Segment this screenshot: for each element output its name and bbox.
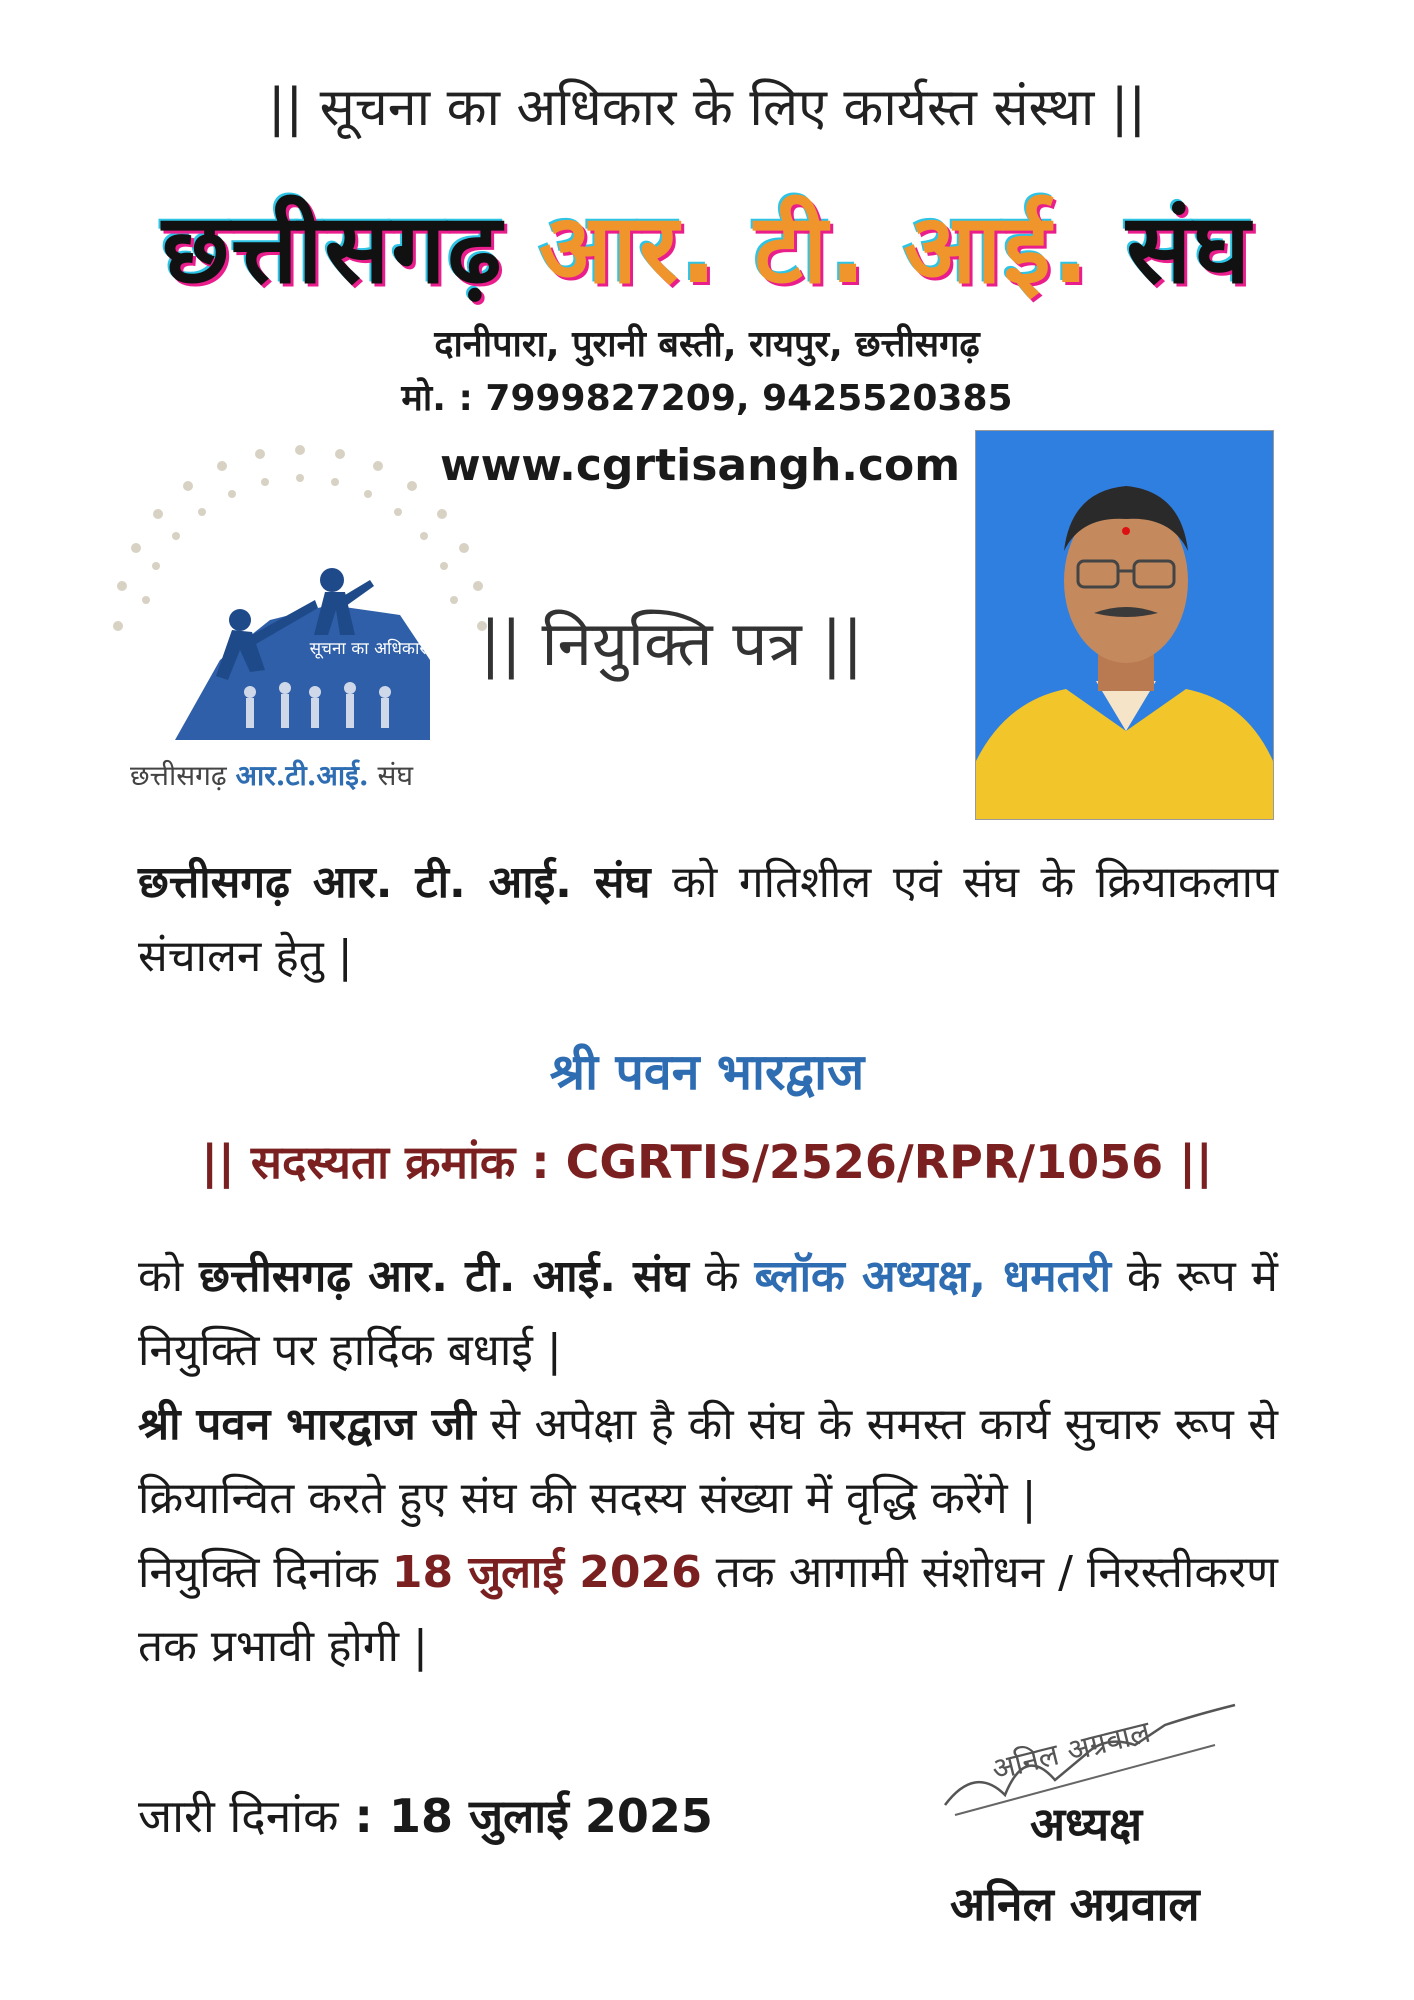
text-segment: के रूप में नियुक्ति पर हार्दिक बधाई | <box>138 1251 1278 1376</box>
member-photo <box>975 430 1274 820</box>
intro-text: को गतिशील एवं संघ के क्रियाकलाप संचालन हेतु | <box>138 857 1278 982</box>
issue-separator: : <box>338 1789 389 1843</box>
website-link[interactable]: www.cgrtisangh.com <box>440 440 961 491</box>
address: दानीपारा, पुरानी बस्ती, रायपुर, छत्तीसगढ़ <box>434 324 980 365</box>
valid-till-date: 18 जुलाई 2026 <box>391 1547 702 1598</box>
org-name: छत्तीसगढ़ आर. टी. आई. संघ <box>138 857 651 908</box>
person-portrait-icon <box>976 431 1273 819</box>
logo-caption-part3: संघ <box>377 759 414 792</box>
mountain-icon <box>175 605 430 740</box>
phone-numbers: मो. : 7999827209, 9425520385 <box>401 378 1013 419</box>
logo-caption <box>130 756 413 794</box>
president-name: अनिल अग्रवाल <box>950 1877 1200 1931</box>
logo-caption-part2: आर.टी.आई. <box>235 759 369 792</box>
organization-logo <box>100 430 500 810</box>
text-segment: से अपेक्षा है की संघ के समस्त कार्य सुचारु रूप से क्रियान्वित करते हुए संघ की सदस्य संख्या में वृद्धि करेंगे | <box>138 1399 1279 1524</box>
member-name-ji: श्री पवन भारद्वाज जी <box>138 1399 476 1450</box>
text-segment: नियुक्ति दिनांक <box>138 1547 392 1598</box>
text-segment: को <box>138 1251 200 1302</box>
member-name: श्री पवन भारद्वाज <box>549 1043 865 1101</box>
title-part-sangh: संघ <box>1126 193 1253 305</box>
tagline: || सूचना का अधिकार के लिए कार्यस्त संस्था || <box>268 78 1146 138</box>
intro-paragraph <box>138 846 1278 994</box>
post-title: अध्यक्ष <box>1030 1797 1143 1851</box>
signature-text: अनिल अग्रवाल <box>988 1714 1154 1788</box>
position-title: ब्लॉक अध्यक्ष, धमतरी <box>754 1251 1112 1302</box>
text-segment: तक आगामी संशोधन / निरस्तीकरण तक प्रभावी होगी | <box>138 1547 1278 1672</box>
membership-number: || सदस्यता क्रमांक : CGRTIS/2526/RPR/1056 || <box>201 1135 1213 1189</box>
title-part-rti: आर. टी. आई. <box>538 193 1091 305</box>
issue-date: 18 जुलाई 2025 <box>388 1789 713 1843</box>
text-segment: के <box>688 1251 755 1302</box>
issue-date-line <box>138 1784 713 1846</box>
appointment-paragraph <box>138 1240 1278 1684</box>
letter-heading: || नियुक्ति पत्र || <box>480 607 864 680</box>
logo-caption-part1: छत्तीसगढ़ <box>130 759 227 792</box>
organization-title <box>0 180 1414 311</box>
org-name: छत्तीसगढ़ आर. टी. आई. संघ <box>199 1251 689 1302</box>
issue-label: जारी दिनांक <box>138 1789 339 1843</box>
title-part-chhattisgarh: छत्तीसगढ़ <box>161 193 504 305</box>
logo-badge-text: सूचना का अधिकार <box>309 639 427 659</box>
sunburst-dots-icon <box>113 445 487 631</box>
